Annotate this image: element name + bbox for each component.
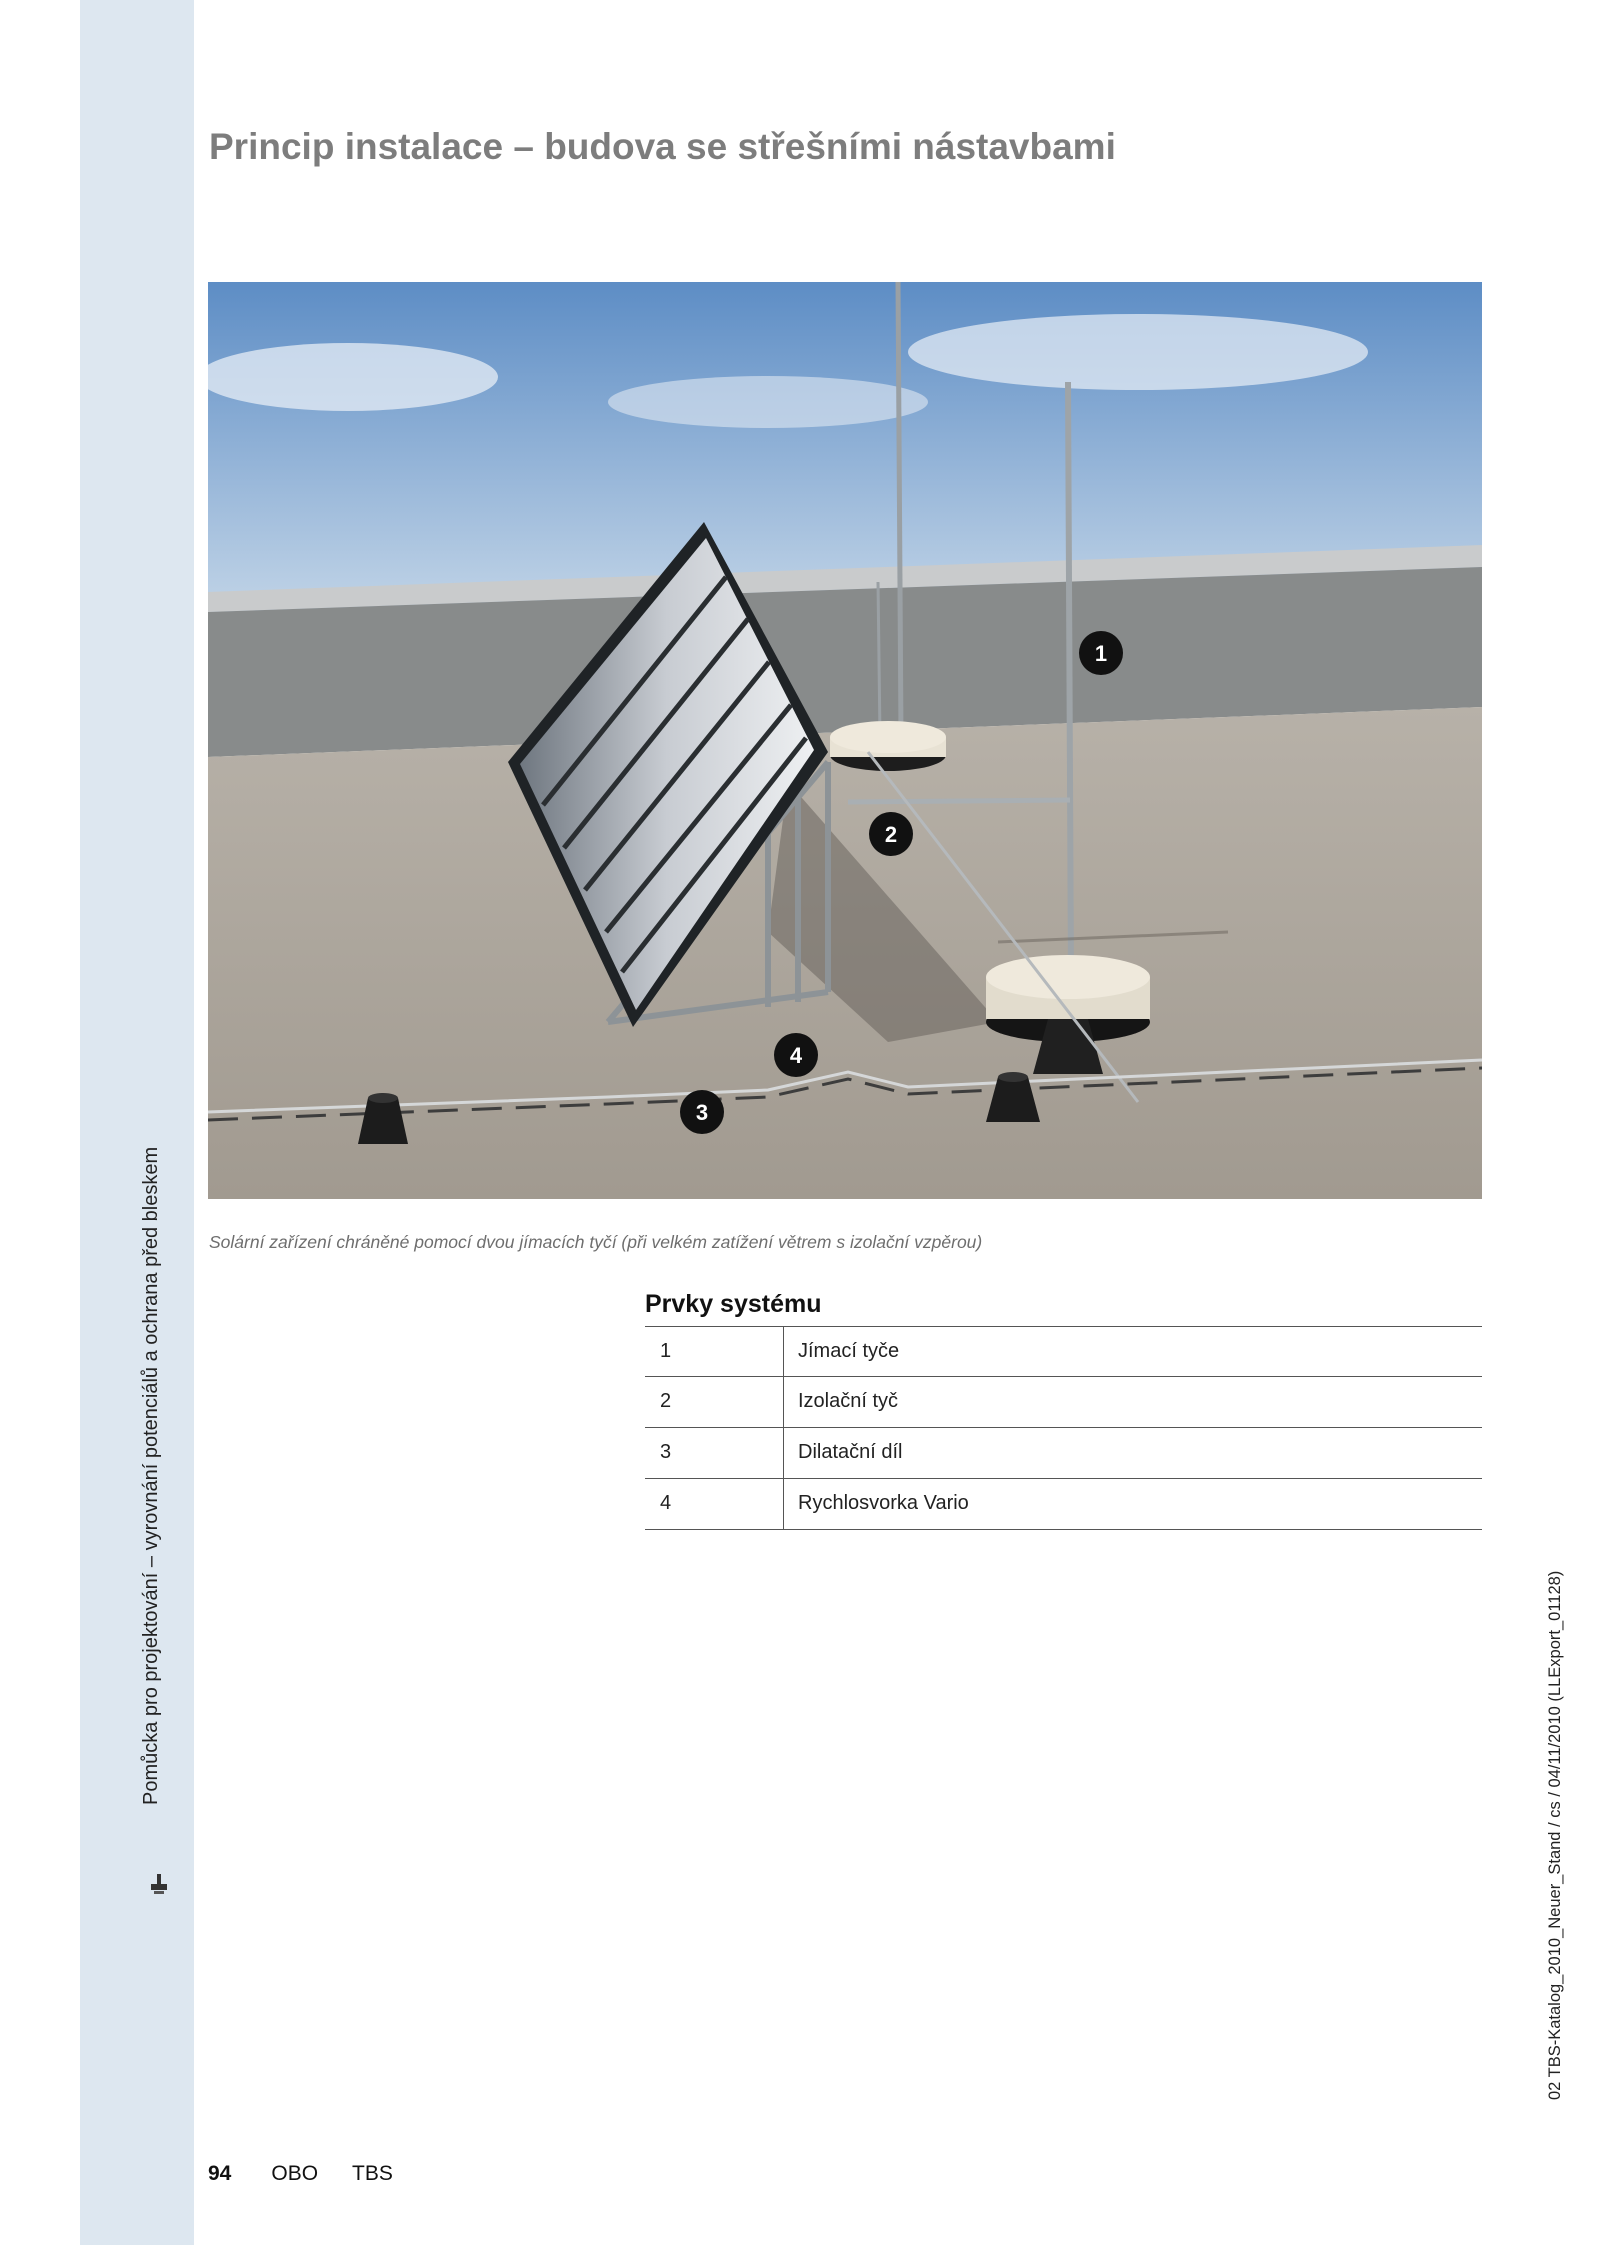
sidebar-band bbox=[80, 0, 194, 2245]
table-row bbox=[645, 1377, 1482, 1428]
footer-brand: OBO bbox=[271, 2162, 319, 2185]
obo-logo-icon bbox=[148, 1872, 170, 1896]
figure-caption: Solární zařízení chráněné pomocí dvou jímacích tyčí (při velkém zatížení větrem s izolační vzpěrou) bbox=[209, 1232, 983, 1252]
part-name: Jímací tyče bbox=[798, 1340, 900, 1362]
page-title: Princip instalace – budova se střešními nástavbami bbox=[209, 126, 1116, 167]
page-number: 94 bbox=[208, 2162, 232, 2185]
svg-text:1: 1 bbox=[1094, 641, 1108, 666]
callout-3 bbox=[680, 1090, 724, 1134]
footer-section: TBS bbox=[352, 2162, 393, 2185]
svg-text:3: 3 bbox=[695, 1100, 709, 1125]
part-name: Dilatační díl bbox=[798, 1441, 903, 1463]
part-number: 2 bbox=[645, 1377, 784, 1427]
table-row bbox=[645, 1479, 1482, 1530]
part-name: Izolační tyč bbox=[798, 1390, 899, 1412]
document-export-id: 02 TBS-Katalog_2010_Neuer_Stand / cs / 04/11/2010 (LLExport_01128) bbox=[1546, 1570, 1564, 2100]
part-number: 4 bbox=[645, 1479, 784, 1529]
table-row bbox=[645, 1326, 1482, 1377]
svg-text:4: 4 bbox=[789, 1043, 803, 1068]
parts-table-title: Prvky systému bbox=[645, 1290, 822, 1318]
callout-1 bbox=[1079, 631, 1123, 675]
installation-photo bbox=[208, 282, 1482, 1199]
page-footer bbox=[208, 2162, 427, 2186]
callout-4 bbox=[774, 1033, 818, 1077]
part-name: Rychlosvorka Vario bbox=[798, 1492, 969, 1514]
sidebar-section-label: Pomůcka pro projektování – vyrovnání potenciálů a ochrana před bleskem bbox=[140, 1146, 162, 1805]
part-number: 3 bbox=[645, 1428, 784, 1478]
part-number: 1 bbox=[645, 1327, 784, 1376]
callout-2 bbox=[869, 812, 913, 856]
parts-table bbox=[645, 1326, 1482, 1530]
svg-text:2: 2 bbox=[884, 822, 898, 847]
table-row bbox=[645, 1428, 1482, 1479]
